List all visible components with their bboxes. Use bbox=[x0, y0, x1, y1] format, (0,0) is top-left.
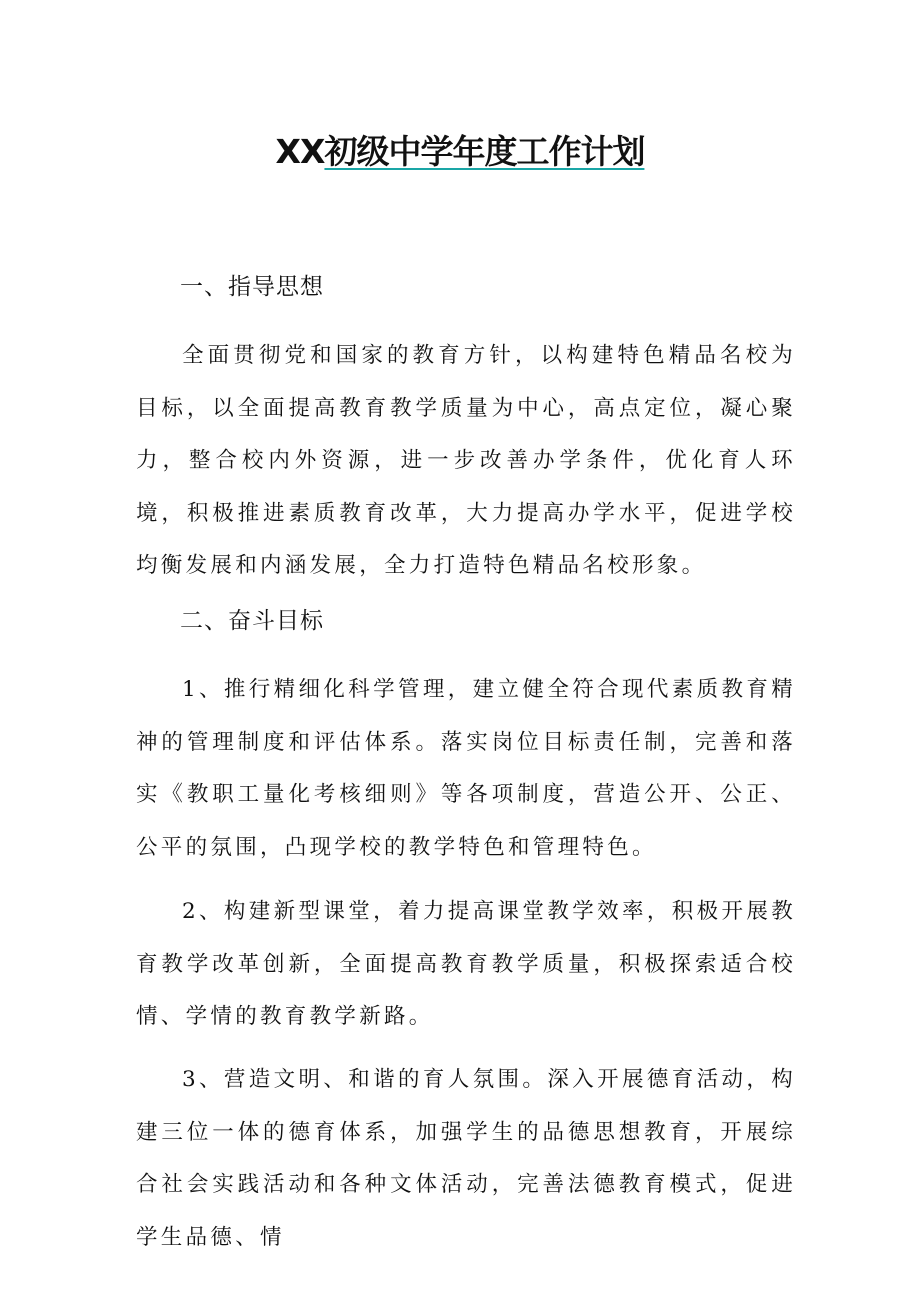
section-heading-goals: 二、奋斗目标 bbox=[180, 608, 324, 634]
paragraph-goal-1: 1、推行精细化科学管理，建立健全符合现代素质教育精神的管理制度和评估体系。落实岗位目标责任制，完善和落实《教职工量化考核细则》等各项制度，营造公开、公正、公平的氛围，凸现学校的教学特色和管理特色。 bbox=[136, 677, 796, 860]
paragraph-guiding-thought: 全面贯彻党和国家的教育方针，以构建特色精品名校为目标，以全面提高教育教学质量为中心，高点定位，凝心聚力，整合校内外资源，进一步改善办学条件，优化育人环境，积极推进素质教育改革，大力提高办学水平，促进学校均衡发展和内涵发展，全力打造特色精品名校形象。 bbox=[136, 343, 796, 578]
document-title bbox=[0, 128, 920, 176]
section-heading-guiding-thought: 一、指导思想 bbox=[180, 274, 324, 300]
paragraph-goal-2: 2、构建新型课堂，着力提高课堂教学效率，积极开展教育教学改革创新，全面提高教育教学质量，积极探索适合校情、学情的教育教学新路。 bbox=[136, 899, 796, 1029]
paragraph-goal-3: 3、营造文明、和谐的育人氛围。深入开展德育活动，构建三位一体的德育体系，加强学生的品德思想教育，开展综合社会实践活动和各种文体活动，完善法德教育模式，促进学生品德、情 bbox=[136, 1067, 796, 1250]
title-prefix: XX bbox=[275, 132, 325, 171]
title-text: 初级中学年度工作计划 bbox=[324, 132, 645, 171]
